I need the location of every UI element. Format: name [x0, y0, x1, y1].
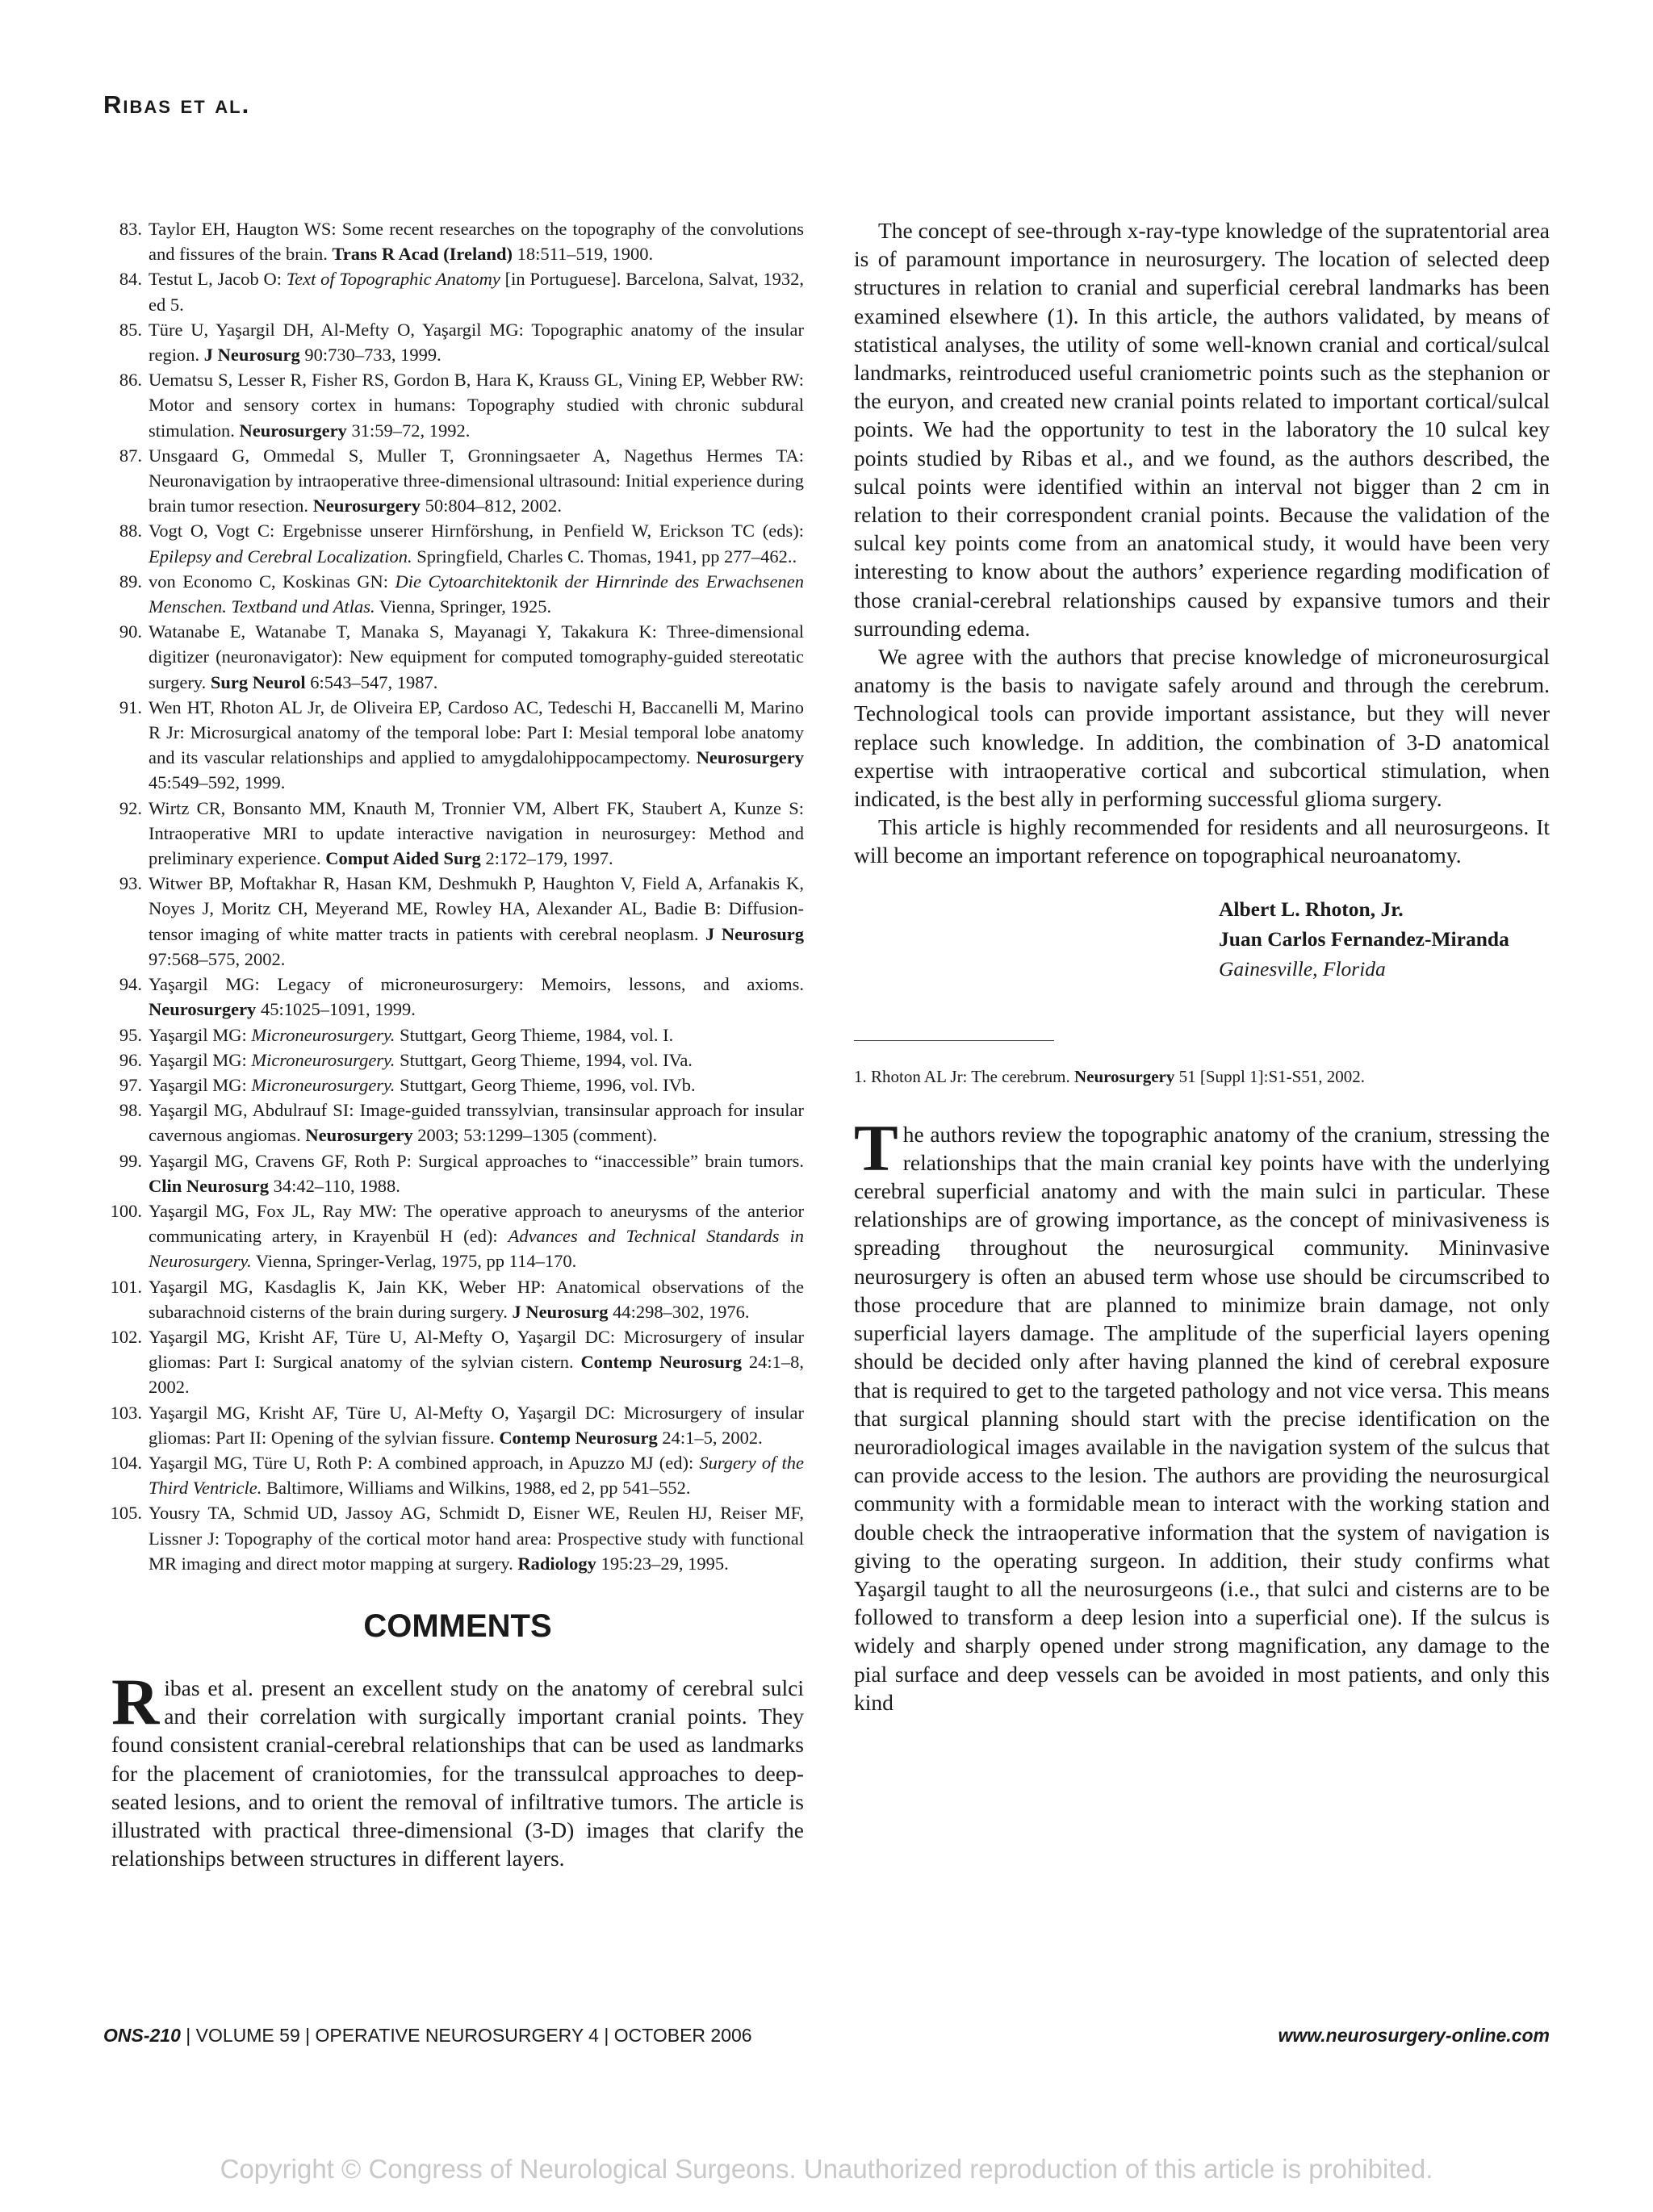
reference-item [111, 1500, 804, 1576]
signature-block [1219, 894, 1550, 984]
reference-item [111, 1324, 804, 1400]
reference-text: Yaşargil MG: [149, 1024, 252, 1045]
reference-text: Radiology [517, 1553, 596, 1574]
reference-text: Yaşargil MG, Krisht AF, Türe U, Al-Mefty O, Yaşargil DC: Microsurgery of insular gliomas: Part I: Surgical anatomy of the sylvian cistern. [149, 1326, 804, 1373]
reference-number: 100. [110, 1200, 142, 1221]
reference-list [111, 216, 804, 1576]
reference-text: 44:298–302, 1976. [608, 1301, 750, 1322]
reference-item [111, 695, 804, 796]
reference-text: Witwer BP, Moftakhar R, Hasan KM, Deshmukh P, Haughton V, Field A, Arfanakis K, Noyes J, Moritz CH, Meyerand ME, Rowley HA, Alexander AL, Badie B: Diffusion-tensor imaging of white matter tracts in patients with cerebral neoplasm. [149, 873, 804, 944]
reference-number: 99. [119, 1150, 142, 1171]
reference-text: Taylor EH, Haugton WS: Some recent researches on the topography of the convolutions and fissures of the brain. [149, 219, 804, 265]
reference-number: 92. [119, 797, 142, 818]
reference-text: Microneurosurgery. [251, 1049, 395, 1070]
reference-item [111, 518, 804, 568]
reference-number: 87. [119, 445, 142, 466]
reference-number: 91. [119, 696, 142, 717]
reference-text: Microneurosurgery. [251, 1024, 395, 1045]
reference-text: 195:23–29, 1995. [596, 1553, 729, 1574]
reference-text: Surg Neurol [210, 671, 306, 692]
reference-text: Trans R Acad (Ireland) [332, 244, 513, 265]
right-column [854, 216, 1550, 1716]
reference-text: Baltimore, Williams and Wilkins, 1988, ed 2, pp 541–552. [262, 1478, 691, 1499]
reference-text: J Neurosurg [203, 345, 300, 366]
reference-item [111, 1098, 804, 1148]
reference-text: J Neurosurg [512, 1301, 609, 1322]
reference-text: Yaşargil MG, Fox JL, Ray MW: The operative approach to aneurysms of the anterior communicating artery, in Krayenbül H (ed): [149, 1200, 804, 1247]
comments-heading: COMMENTS [363, 1608, 552, 1644]
reference-number: 94. [119, 974, 142, 995]
reference-item [111, 1400, 804, 1450]
reference-item [111, 569, 804, 619]
reference-text: Neurosurgery [696, 747, 804, 768]
footnote [854, 1065, 1550, 1088]
reference-text: 18:511–519, 1900. [513, 244, 654, 265]
reference-number: 98. [119, 1100, 142, 1121]
reference-item [111, 619, 804, 695]
reference-text: 45:549–592, 1999. [149, 772, 286, 793]
reference-text: Yaşargil MG: [149, 1074, 252, 1095]
reference-text: Yaşargil MG, Kasdaglis K, Jain KK, Weber HP: Anatomical observations of the subarachnoid cisterns of the brain during surgery. [149, 1276, 804, 1322]
reference-text: Vienna, Springer, 1925. [375, 596, 552, 617]
reference-text: 24:1–5, 2002. [657, 1427, 763, 1448]
reference-item [111, 1274, 804, 1324]
reference-text: Türe U, Yaşargil DH, Al-Mefty O, Yaşargil MG: Topographic anatomy of the insular region. [149, 319, 804, 366]
footnote-text: 1. Rhoton AL Jr: The cerebrum. [854, 1066, 1074, 1086]
reference-text: Springfield, Charles C. Thomas, 1941, pp 277–462.. [412, 546, 797, 567]
reference-number: 97. [119, 1074, 142, 1095]
reference-text: [in Portuguese]. Barcelona, Salvat, 1932, ed 5. [149, 269, 804, 315]
reference-text: 24:1–8, 2002. [149, 1352, 804, 1398]
reference-text: Watanabe E, Watanabe T, Manaka S, Mayanagi Y, Takakura K: Three-dimensional digitizer (neuronavigator): New equipment for computed tomography-guided stereotatic surgery. [149, 621, 804, 692]
reference-item [111, 796, 804, 872]
page-number: ONS-210 [103, 2025, 181, 2046]
footnote-rule [854, 1040, 1054, 1041]
reference-text: 90:730–733, 1999. [299, 345, 441, 366]
reference-item [111, 972, 804, 1022]
footer-issue [103, 2025, 752, 2047]
comment-paragraph-4: This article is highly recommended for residents and all neurosurgeons. It will become an important reference on topographical neuroanatomy. [854, 814, 1550, 868]
reference-number: 88. [119, 521, 142, 542]
reference-text: Yaşargil MG, Türe U, Roth P: A combined approach, in Apuzzo MJ (ed): [149, 1452, 700, 1473]
reference-item [111, 367, 804, 443]
reference-item [111, 871, 804, 972]
reference-text: Yaşargil MG, Krisht AF, Türe U, Al-Mefty O, Yaşargil DC: Microsurgery of insular gliomas: Part II: Opening of the sylvian fissure. [149, 1402, 804, 1448]
journal-url: www.neurosurgery-online.com [1278, 2025, 1550, 2046]
reference-text: Unsgaard G, Ommedal S, Muller T, Gronningsaeter A, Nagethus Hermes TA: Neuronavigation by intraoperative three-dimensional ultrasound: Initial experience during brain tumor resection. [149, 445, 804, 516]
reference-item [111, 1450, 804, 1500]
reference-item [111, 1073, 804, 1098]
reference-text: J Neurosurg [705, 923, 804, 944]
footnote-citation: 51 [Suppl 1]:S1-S51, 2002. [1174, 1066, 1366, 1086]
reference-text: Stuttgart, Georg Thieme, 1996, vol. IVb. [395, 1074, 696, 1095]
reference-text: 45:1025–1091, 1999. [256, 999, 416, 1020]
reference-number: 84. [119, 269, 142, 290]
reference-text: Yaşargil MG, Abdulrauf SI: Image-guided transsylvian, transinsular approach for insular cavernous angiomas. [149, 1100, 804, 1146]
comment-second-paragraph [854, 1110, 1550, 1716]
footnote-journal: Neurosurgery [1073, 1066, 1175, 1086]
reference-text: Stuttgart, Georg Thieme, 1994, vol. IVa. [395, 1049, 693, 1070]
reference-number: 89. [119, 571, 142, 592]
reference-text: Vogt O, Vogt C: Ergebnisse unserer Hirnförshung, in Penfield W, Erickson TC (eds): [149, 521, 804, 542]
reference-text: Uematsu S, Lesser R, Fisher RS, Gordon B, Hara K, Krauss GL, Vining EP, Webber RW: Motor and sensory cortex in humans: Topography studied with chronic subdural stimulation. [149, 370, 804, 441]
reference-text: Yaşargil MG: [149, 1049, 252, 1070]
reference-text: Clin Neurosurg [149, 1175, 269, 1196]
reference-item [111, 443, 804, 519]
reference-text: Advances and Technical Standards in Neurosurgery. [149, 1226, 804, 1272]
reference-text: Yaşargil MG: Legacy of microneurosurgery: Memoirs, lessons, and axioms. [149, 974, 804, 995]
reference-text: 2003; 53:1299–1305 (comment). [412, 1125, 658, 1146]
comment-paragraph-3: We agree with the authors that precise knowledge of microneurosurgical anatomy is the basis to navigate safely around and through the cerebrum. Technological tools can provide important assistance, but they will never replace such knowledge. In addition, the combination of 3-D anatomical expertise with intraoperative cortical and subcortical stimulation, when indicated, is the best ally in performing successful glioma surgery. [854, 644, 1550, 812]
reference-text: Neurosurgery [239, 420, 347, 441]
reference-number: 101. [110, 1276, 142, 1297]
reference-text: Die Cytoarchitektonik der Hirnrinde des Erwachsenen Menschen. Textband und Atlas. [149, 571, 804, 617]
reference-text: 31:59–72, 1992. [346, 420, 471, 441]
drop-cap-2: T [854, 1110, 898, 1185]
reference-number: 96. [119, 1049, 142, 1070]
reference-text: 2:172–179, 1997. [480, 848, 613, 869]
comment-second-paragraph-text: he authors review the topographic anatomy of the cranium, stressing the relationships that the main cranial key points have with the underlying cerebral superficial anatomy and with the main sulci in particular. These relationships are of growing importance, as the concept of minivasiveness is spreading throughout the neurosurgical community. Mininvasive neurosurgery is often an abused term whose use should be circumscribed to those procedure that are planned to minimize brain damage, not only superficial layers damage. The amplitude of the superficial layers opening should be decided only after having planned the kind of cerebral exposure that is required to get to the targeted pathology and not vice versa. This means that surgical planning should start with the precise identification on the neuroradiological images available in the navigation system of the sulcus that can provide access to the lesion. The authors are providing the neurosurgical community with a formidable mean to interact with the working station and double check the intraoperative information that the system of navigation is giving to the operating surgeon. In addition, their study confirms what Yaşargil taught to all the neurosurgeons (i.e., that sulci and cisterns are to be followed to transform a deep lesion into a superficial one). If the sulcus is widely and sharply opened under strong magnification, any damage to the pial surface and deep vessels can be avoided in most patients, and only this kind [854, 1121, 1550, 1715]
issue-info: | VOLUME 59 | OPERATIVE NEUROSURGERY 4 | OCTOBER 2006 [180, 2025, 752, 2046]
reference-number: 86. [119, 370, 142, 391]
reference-text: Wen HT, Rhoton AL Jr, de Oliveira EP, Cardoso AC, Tedeschi H, Baccanelli M, Marino R Jr: Microsurgical anatomy of the temporal lobe: Part I: Mesial temporal lobe anatomy and its vascular relationships and applied to amygdalohippocampectomy. [149, 696, 804, 768]
reference-text: Neurosurgery [149, 999, 257, 1020]
reference-number: 102. [110, 1326, 142, 1347]
comment-paragraph-2: The concept of see-through x-ray-type knowledge of the supratentorial area is of paramount importance in neurosurgery. The location of selected deep structures in relation to cranial and superficial cerebral landmarks has been examined elsewhere (1). In this article, the authors validated, by means of statistical analyses, the utility of some well-known cranial and cortical/sulcal landmarks, reintroduced useful craniometric points such as the stephanion or the euryon, and created new cranial points related to important cortical/sulcal points. We had the opportunity to test in the laboratory the 10 sulcal key points studied by Ribas et al., and we found, as the authors described, the sulcal points were identified within an interval not bigger than 2 cm in relation to their correspondent cranial points. Because the validation of the sulcal key points come from an anatomical study, it would have been very interesting to know about the authors’ experience regarding modification of those cranial-cerebral relationships caused by expansive tumors and their surrounding edema. [854, 218, 1550, 641]
reference-item [111, 1047, 804, 1073]
signature-name-2: Juan Carlos Fernandez-Miranda [1219, 926, 1509, 951]
reference-number: 83. [119, 219, 142, 239]
signature-place: Gainesville, Florida [1219, 956, 1386, 981]
reference-text: Vienna, Springer-Verlag, 1975, pp 114–170. [251, 1251, 577, 1272]
reference-text: Contemp Neurosurg [580, 1352, 743, 1373]
reference-text: 34:42–110, 1988. [268, 1175, 400, 1196]
reference-text: Comput Aided Surg [325, 848, 481, 869]
reference-text: 6:543–547, 1987. [305, 671, 438, 692]
reference-text: Wirtz CR, Bonsanto MM, Knauth M, Tronnier VM, Albert FK, Staubert A, Kunze S: Intraoperative MRI to update interactive navigation in neurosurgey: Method and preliminary experience. [149, 797, 804, 869]
reference-number: 105. [110, 1503, 142, 1524]
reference-number: 103. [110, 1402, 142, 1423]
reference-text: von Economo C, Koskinas GN: [149, 571, 395, 592]
reference-item [111, 1022, 804, 1047]
reference-item [111, 1198, 804, 1274]
drop-cap: R [111, 1664, 160, 1738]
reference-text: Yaşargil MG, Cravens GF, Roth P: Surgical approaches to “inaccessible” brain tumors. [149, 1150, 804, 1171]
reference-number: 85. [119, 319, 142, 340]
reference-number: 95. [119, 1024, 142, 1045]
reference-text: 97:568–575, 2002. [149, 948, 286, 969]
reference-text: Stuttgart, Georg Thieme, 1984, vol. I. [395, 1024, 674, 1045]
left-column [111, 216, 804, 1872]
comment-paragraph-1 [111, 1664, 804, 1872]
reference-text: 50:804–812, 2002. [421, 496, 563, 516]
reference-text: Neurosurgery [312, 496, 421, 516]
reference-text: Testut L, Jacob O: [149, 269, 287, 290]
reference-text: Contemp Neurosurg [499, 1427, 658, 1448]
reference-item [111, 266, 804, 316]
signature-name-1: Albert L. Rhoton, Jr. [1219, 897, 1404, 921]
reference-text: Microneurosurgery. [251, 1074, 395, 1095]
reference-item [111, 317, 804, 367]
reference-number: 93. [119, 873, 142, 894]
reference-number: 104. [110, 1452, 142, 1473]
running-head: Ribas et al. [103, 90, 251, 119]
reference-item [111, 216, 804, 266]
reference-text: Yousry TA, Schmid UD, Jassoy AG, Schmidt D, Eisner WE, Reulen HJ, Reiser MF, Lissner J: Topography of the cortical motor hand area: Prospective study with functional MR imaging and direct motor mapping at surgery. [149, 1503, 804, 1574]
comment-paragraph-1-text: ibas et al. present an excellent study on the anatomy of cerebral sulci and their correlation with surgically important cranial points. They found consistent cranial-cerebral relationships that can be used as landmarks for the placement of craniotomies, for the transsulcal approaches to deep-seated lesions, and to orient the removal of infiltrative tumors. The article is illustrated with practical three-dimensional (3-D) images that clarify the relationships between structures in different layers. [111, 1675, 804, 1871]
reference-number: 90. [119, 621, 142, 642]
reference-text: Epilepsy and Cerebral Localization. [149, 546, 412, 567]
reference-text: Neurosurgery [305, 1125, 413, 1146]
reference-text: Surgery of the Third Ventricle. [149, 1452, 805, 1499]
reference-text: Text of Topographic Anatomy [286, 269, 500, 290]
reference-item [111, 1148, 804, 1198]
copyright-notice: Copyright © Congress of Neurological Surgeons. Unauthorized reproduction of this article is prohibited. [220, 2154, 1433, 2184]
